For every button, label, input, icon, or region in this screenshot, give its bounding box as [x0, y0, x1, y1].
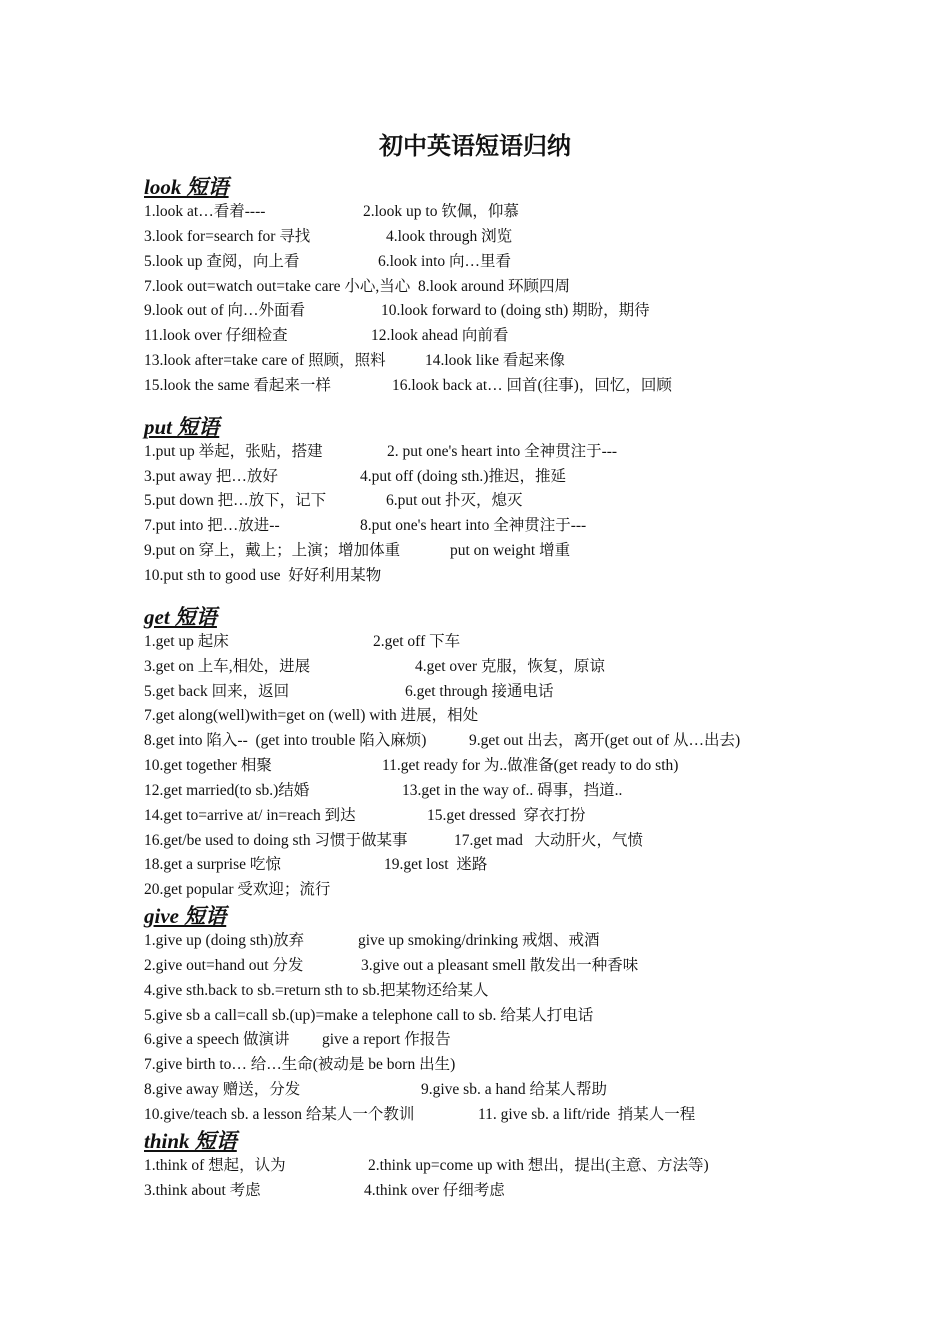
phrase-entry: 1.think of 想起，认为 [144, 1156, 286, 1174]
phrase-entry: 10.look forward to (doing sth) 期盼，期待 [381, 302, 650, 320]
phrase-entry: 11.look over 仔细检查 [144, 327, 288, 345]
phrase-entry: 20.get popular 受欢迎；流行 [144, 881, 331, 899]
phrase-row [144, 680, 824, 705]
phrase-entry: 3.get on 上车,相处，进展 [144, 657, 311, 675]
phrase-row [144, 979, 824, 1004]
phrase-row [144, 655, 824, 680]
phrase-row [144, 853, 824, 878]
phrase-row [144, 704, 824, 729]
section-heading: think 短语 [144, 1128, 237, 1153]
phrase-entry: 2. put one's heart into 全神贯注于--- [387, 442, 618, 460]
phrase-row [144, 225, 824, 250]
sections-container [144, 174, 824, 1204]
phrase-row [144, 1053, 824, 1078]
phrase-entry: 9.get out 出去，离开(get out of 从…出去) [469, 732, 741, 750]
phrase-row [144, 804, 824, 829]
section-1 [144, 414, 824, 589]
phrase-entry: 15.get dressed 穿衣打扮 [427, 806, 586, 824]
section-0 [144, 174, 824, 399]
phrase-row [144, 514, 824, 539]
phrase-entry: 10.get together 相聚 [144, 757, 272, 775]
phrase-row [144, 1154, 824, 1179]
document-page [144, 130, 824, 1204]
phrase-row [144, 1028, 824, 1053]
phrase-entry: 2.get off 下车 [373, 632, 461, 650]
phrase-entry: 7.get along(well)with=get on (well) with 进展，相处 [144, 707, 479, 725]
section-heading: look 短语 [144, 175, 229, 199]
phrase-entry: 14.get to=arrive at/ in=reach 到达 [144, 806, 356, 824]
phrase-entry: 9.give sb. a hand 给某人帮助 [421, 1081, 607, 1099]
page-title: 初中英语短语归纳 [379, 134, 571, 160]
phrase-entry: 6.get through 接通电话 [405, 682, 554, 700]
phrase-entry: 7.look out=watch out=take care 小心,当心 8.look around 环顾四周 [144, 277, 571, 295]
phrase-entry: 1.get up 起床 [144, 632, 229, 650]
phrase-row [144, 465, 824, 490]
phrase-entry: 12.look ahead 向前看 [371, 327, 509, 345]
phrase-entry: 5.get back 回来，返回 [144, 682, 290, 700]
phrase-row [144, 754, 824, 779]
phrase-row [144, 349, 824, 374]
phrase-row [144, 324, 824, 349]
phrase-entry: 3.put away 把…放好 [144, 467, 278, 485]
phrase-row [144, 1179, 824, 1204]
phrase-entry: 6.give a speech 做演讲 [144, 1031, 290, 1049]
phrase-entry: 4.give sth.back to sb.=return sth to sb.把某物还给某人 [144, 981, 489, 999]
section-2 [144, 604, 824, 903]
phrase-entry: 7.give birth to… 给…生命(被动是 be born 出生) [144, 1056, 456, 1074]
phrase-entry: 6.look into 向…里看 [378, 252, 512, 270]
phrase-row [144, 729, 824, 754]
phrase-entry: 15.look the same 看起来一样 [144, 376, 331, 394]
phrase-row [144, 1004, 824, 1029]
phrase-row [144, 630, 824, 655]
section-4 [144, 1128, 824, 1204]
phrase-entry: give a report 作报告 [322, 1031, 451, 1049]
phrase-entry: 3.think about 考虑 [144, 1181, 261, 1199]
phrase-row [144, 299, 824, 324]
phrase-entry: 7.put into 把…放进-- [144, 517, 280, 535]
phrase-entry: 5.give sb a call=call sb.(up)=make a telephone call to sb. 给某人打电话 [144, 1006, 594, 1024]
phrase-row [144, 250, 824, 275]
phrase-entry: 5.look up 查阅，向上看 [144, 252, 300, 270]
phrase-entry: 19.get lost 迷路 [384, 856, 488, 874]
phrase-row [144, 200, 824, 225]
phrase-entry: 2.give out=hand out 分发 [144, 956, 304, 974]
section-3 [144, 903, 824, 1128]
phrase-entry: 2.think up=come up with 想出，提出(主意、方法等) [368, 1156, 709, 1174]
phrase-row [144, 539, 824, 564]
phrase-entry: 6.put out 扑灭，熄灭 [386, 492, 523, 510]
phrase-row [144, 374, 824, 399]
phrase-entry: 4.look through 浏览 [386, 227, 513, 245]
phrase-entry: 1.look at…看着---- [144, 203, 266, 220]
phrase-entry: give up smoking/drinking 戒烟、戒酒 [358, 932, 600, 950]
phrase-entry: 11. give sb. a lift/ride 捎某人一程 [478, 1106, 696, 1123]
phrase-row [144, 929, 824, 954]
section-heading: give 短语 [144, 904, 227, 929]
phrase-row [144, 564, 824, 589]
phrase-entry: put on weight 增重 [450, 542, 571, 560]
phrase-row [144, 275, 824, 300]
phrase-entry: 1.give up (doing sth)放弃 [144, 932, 305, 950]
phrase-entry: 4.put off (doing sth.)推迟，推延 [360, 467, 566, 485]
phrase-entry: 5.put down 把…放下，记下 [144, 492, 327, 510]
phrase-entry: 4.get over 克服，恢复，原谅 [415, 657, 605, 675]
phrase-row [144, 954, 824, 979]
phrase-row [144, 1103, 824, 1128]
phrase-entry: 8.put one's heart into 全神贯注于--- [360, 517, 587, 535]
phrase-entry: 16.get/be used to doing sth 习惯于做某事 [144, 831, 408, 849]
phrase-row [144, 1078, 824, 1103]
phrase-entry: 4.think over 仔细考虑 [364, 1181, 505, 1199]
phrase-row [144, 489, 824, 514]
phrase-entry: 2.look up to 钦佩，仰慕 [363, 203, 519, 220]
phrase-row [144, 779, 824, 804]
phrase-entry: 16.look back at… 回首(往事)，回忆，回顾 [392, 376, 672, 394]
phrase-entry: 1.put up 举起，张贴，搭建 [144, 442, 323, 460]
phrase-entry: 12.get married(to sb.)结婚 [144, 781, 310, 799]
phrase-entry: 17.get mad 大动肝火，气愤 [454, 831, 643, 849]
phrase-entry: 8.give away 赠送，分发 [144, 1081, 301, 1099]
phrase-row [144, 829, 824, 854]
phrase-entry: 9.put on 穿上，戴上；上演；增加体重 [144, 542, 401, 560]
phrase-entry: 10.put sth to good use 好好利用某物 [144, 566, 382, 584]
phrase-entry: 11.get ready for 为..做准备(get ready to do sth) [382, 757, 679, 775]
phrase-entry: 13.look after=take care of 照顾，照料 [144, 352, 386, 370]
section-heading: put 短语 [144, 414, 220, 439]
phrase-entry: 3.give out a pleasant smell 散发出一种香味 [361, 956, 639, 974]
phrase-entry: 9.look out of 向…外面看 [144, 302, 306, 320]
phrase-entry: 18.get a surprise 吃惊 [144, 856, 281, 874]
phrase-row [144, 878, 824, 903]
phrase-entry: 13.get in the way of.. 碍事，挡道.. [402, 781, 623, 799]
phrase-entry: 14.look like 看起来像 [425, 352, 565, 370]
section-heading: get 短语 [144, 604, 217, 629]
phrase-entry: 3.look for=search for 寻找 [144, 227, 311, 245]
phrase-row [144, 440, 824, 465]
phrase-entry: 10.give/teach sb. a lesson 给某人一个教训 [144, 1106, 415, 1123]
phrase-entry: 8.get into 陷入-- (get into trouble 陷入麻烦) [144, 732, 427, 750]
